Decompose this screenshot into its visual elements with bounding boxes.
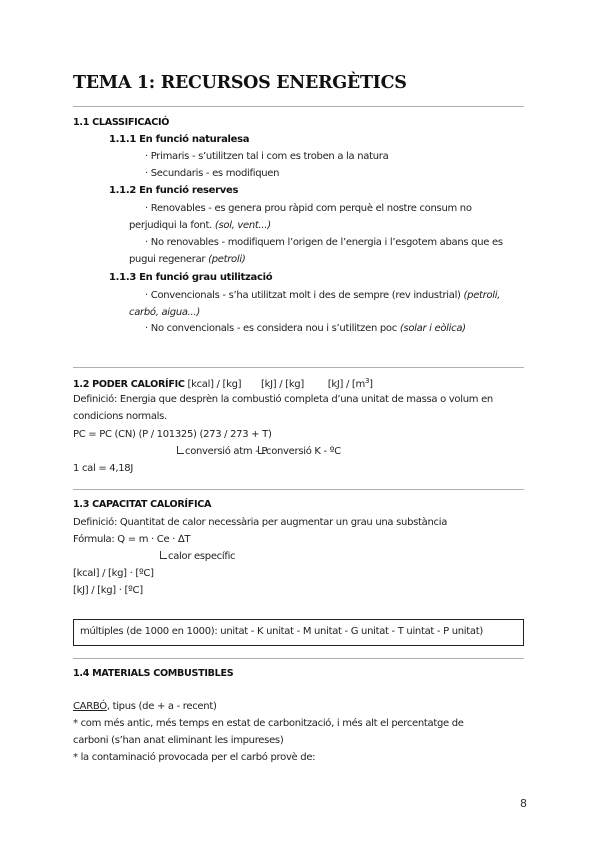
item-norenovables-line1: · No renovables - modifiquem l’origen de l’energia i l’esgotem abans que es: [145, 237, 503, 248]
formula-pc: PC = PC (CN) (P / 101325) (273 / 273 + T): [73, 429, 272, 440]
section-heading-capacitat: 1.3 CAPACITAT CALORÍFICA: [73, 499, 212, 510]
section-divider: [73, 658, 524, 659]
annotation-conversion-k: conversió K - ºC: [258, 446, 341, 457]
corner-arrow-icon: [258, 446, 265, 454]
unit-kj: [kJ] / [kg] · [ºC]: [73, 585, 143, 596]
item-secundaris: · Secundaris - es modifiquen: [145, 168, 280, 179]
definition-capacitat: Definició: Quantitat de calor necessària per augmentar un grau una substància: [73, 517, 448, 528]
item-convencionals-line2: carbó, aigua...): [129, 307, 200, 318]
section-heading-materials: 1.4 MATERIALS COMBUSTIBLES: [73, 668, 234, 679]
item-norenovables-line2: pugui regenerar (petroli): [129, 254, 246, 265]
formula-q: Fórmula: Q = m · Ce · ∆T: [73, 534, 191, 545]
section-heading-classificacio: 1.1 CLASSIFICACIÓ: [73, 117, 170, 128]
carbo-note-line1: * com més antic, més temps en estat de carbonització, i més alt el percentatge de: [73, 718, 464, 729]
item-primaris: · Primaris - s’utilitzen tal i com es troben a la natura: [145, 151, 389, 162]
subheading-naturalesa: 1.1.1 En funció naturalesa: [109, 134, 250, 145]
carbo-note-line3: * la contaminació provocada per el carbó provè de:: [73, 752, 316, 763]
definition-line2: condicions normals.: [73, 411, 167, 422]
item-renovables-line1: · Renovables - es genera prou ràpid com perquè el nostre consum no: [145, 203, 472, 214]
subheading-utilitzacio: 1.1.3 En funció grau utilització: [109, 272, 273, 283]
item-renovables-line2: perjudiqui la font. (sol, vent...): [129, 220, 271, 231]
definition-line1: Definició: Energia que desprèn la combustió completa d’una unitat de massa o volum en: [73, 394, 493, 405]
page-title: TEMA 1: RECURSOS ENERGÈTICS: [73, 73, 407, 93]
page-number: 8: [520, 797, 527, 810]
annotation-calor-especific: calor específic: [160, 551, 235, 562]
carbo-note-line2: carboni (s’han anat eliminant les impureses): [73, 735, 284, 746]
unit-kcal: [kcal] / [kg] · [ºC]: [73, 568, 154, 579]
section-divider: [73, 367, 524, 368]
multiples-text: múltiples (de 1000 en 1000): unitat - K unitat - M unitat - G unitat - T uintat - P unitat): [80, 626, 483, 637]
item-noconvencionals: · No convencionals - es considera nou i s’utilitzen poc (solar i eòlica): [145, 323, 466, 334]
subheading-reserves: 1.1.2 En funció reserves: [109, 185, 239, 196]
carbo-type-line: CARBÓ, tipus (de + a - recent): [73, 701, 217, 712]
section-divider: [73, 489, 524, 490]
calorie-equivalence: 1 cal = 4,18J: [73, 463, 133, 474]
title-divider: [73, 106, 524, 107]
corner-arrow-icon: [177, 446, 184, 454]
corner-arrow-icon: [160, 551, 167, 559]
section-heading-poder-calorific: 1.2 PODER CALORÍFIC [kcal] / [kg] [kJ] / [kg] $[kJ] / [m^3]$: [73, 377, 373, 390]
item-convencionals-line1: · Convencionals - s’ha utilitzat molt i des de sempre (rev industrial) (petroli,: [145, 290, 501, 301]
annotation-conversion-atm: conversió atm - P: [177, 446, 267, 457]
